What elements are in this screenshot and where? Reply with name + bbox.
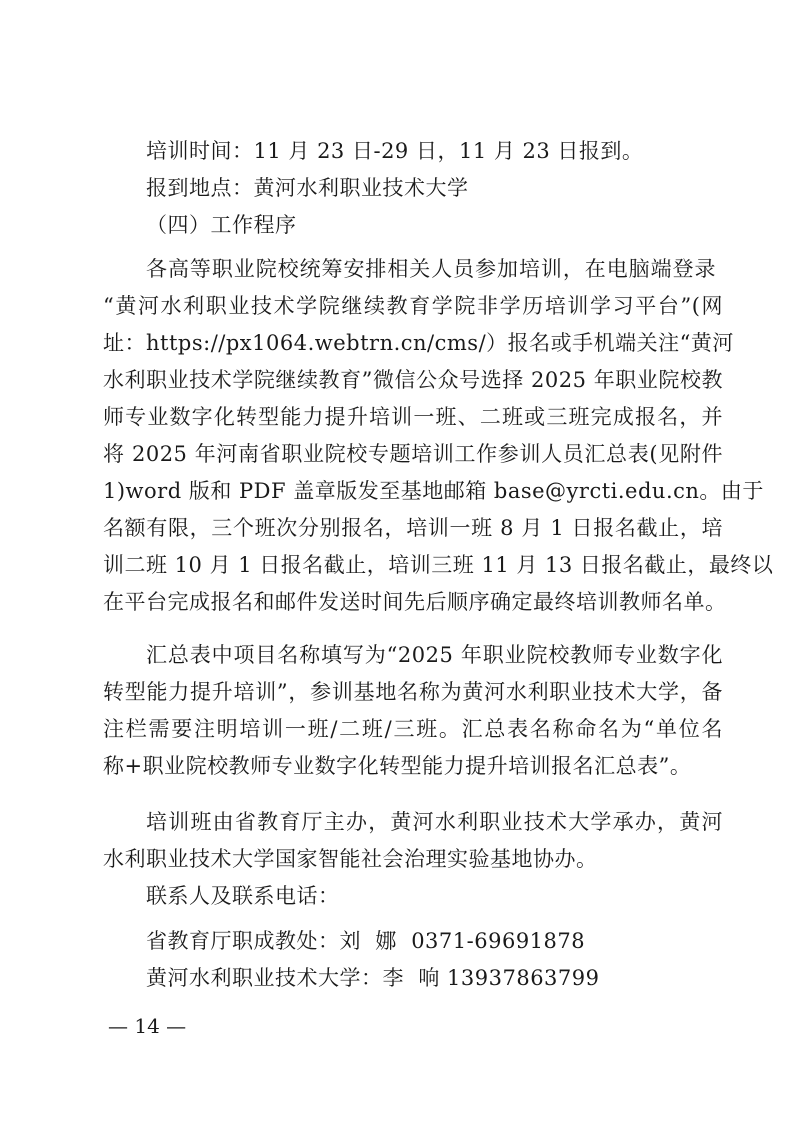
paragraph-line: 师专业数字化转型能力提升培训一班、二班或三班完成报名，并 [103,405,723,429]
contact-line: 黄河水利职业技术大学：李 响 13937863799 [146,966,600,990]
paragraph-line: “黄河水利职业技术学院继续教育学院非学历培训学习平台”(网 [103,294,723,318]
paragraph-line: 训二班 10 月 1 日报名截止，培训三班 11 月 13 日报名截止，最终以 [103,553,774,577]
paragraph-line: 在平台完成报名和邮件发送时间先后顺序确定最终培训教师名单。 [103,590,727,614]
paragraph-line: 转型能力提升培训”，参训基地名称为黄河水利职业技术大学，备 [103,680,723,704]
page-number: — 14 — [108,1014,187,1038]
paragraph-line: 水利职业技术大学国家智能社会治理实验基地协办。 [103,847,598,871]
report-location: 报到地点：黄河水利职业技术大学 [146,176,469,200]
paragraph-line: 将 2025 年河南省职业院校专题培训工作参训人员汇总表(见附件 [103,442,723,466]
paragraph-line: 水利职业技术学院继续教育”微信公众号选择 2025 年职业院校教 [103,368,723,392]
paragraph-line: 各高等职业院校统筹安排相关人员参加培训，在电脑端登录 [146,257,716,281]
paragraph-line: 注栏需要注明培训一班/二班/三班。汇总表名称命名为“单位名 [103,717,723,741]
paragraph-line: 址：https://px1064.webtrn.cn/cms/）报名或手机端关注“黄河 [103,331,734,355]
paragraph-line: 名额有限，三个班次分别报名，培训一班 8 月 1 日报名截止，培 [103,516,723,540]
contacts-heading: 联系人及联系电话： [146,884,340,908]
contact-line: 省教育厅职成教处：刘 娜 0371-69691878 [146,929,586,953]
paragraph-line: 培训班由省教育厅主办，黄河水利职业技术大学承办，黄河 [146,810,723,834]
paragraph-line: 1)word 版和 PDF 盖章版发至基地邮箱 base@yrcti.edu.cn。由于 [103,479,764,503]
section-heading-workflow: （四）工作程序 [146,213,297,237]
training-time: 培训时间：11 月 23 日-29 日，11 月 23 日报到。 [146,139,644,163]
paragraph-line: 称+职业院校教师专业数字化转型能力提升培训报名汇总表”。 [103,754,692,778]
paragraph-line: 汇总表中项目名称填写为“2025 年职业院校教师专业数字化 [146,643,723,667]
